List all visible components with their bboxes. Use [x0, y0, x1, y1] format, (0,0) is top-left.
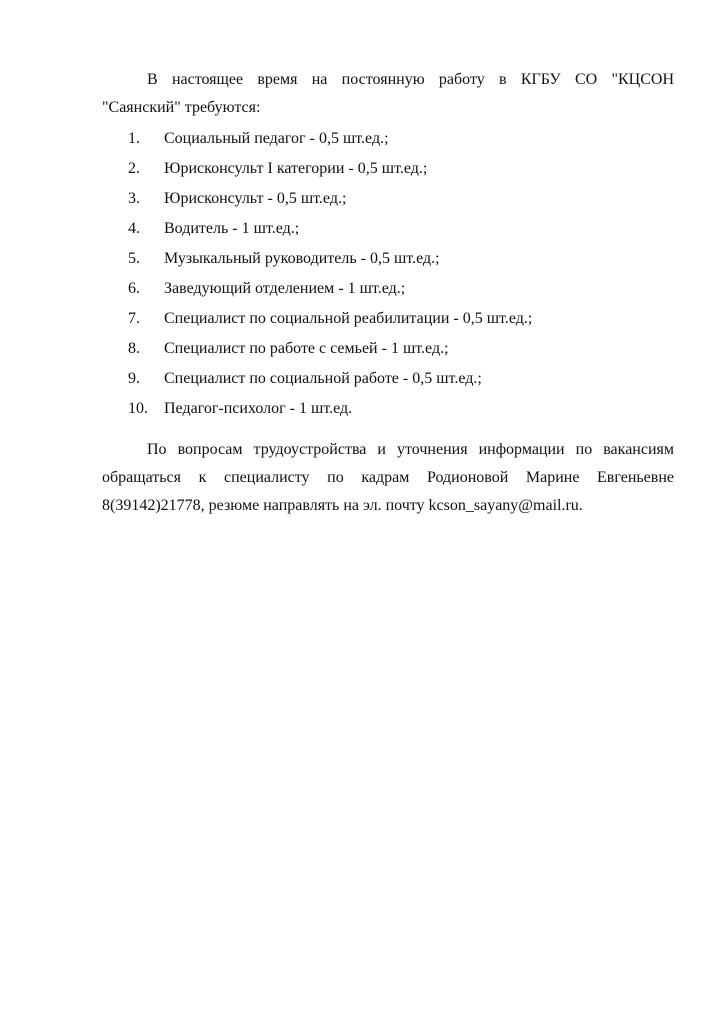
list-item-text: Специалист по работе с семьей - 1 шт.ед.; [164, 340, 449, 357]
list-item [128, 334, 532, 364]
list-item-text: Специалист по социальной реабилитации - 0,5 шт.ед.; [164, 310, 533, 327]
list-item-text: Специалист по социальной работе - 0,5 шт.ед.; [164, 370, 482, 387]
list-item-number: 8. [128, 340, 140, 357]
list-item [128, 274, 532, 304]
list-item-number: 3. [128, 190, 140, 207]
list-item [128, 394, 532, 424]
list-item-text: Юрисконсульт - 0,5 шт.ед.; [164, 190, 347, 207]
list-item-number: 7. [128, 310, 140, 327]
contact-line-2: обращаться к специалисту по кадрам Родионовой Марине Евгеньевне [102, 469, 674, 486]
contact-line-3: 8(39142)21778, резюме направлять на эл. почту kcson_sayany@mail.ru. [102, 497, 583, 514]
list-item-number: 2. [128, 160, 140, 177]
list-item-number: 5. [128, 250, 140, 267]
list-item-number: 6. [128, 280, 140, 297]
list-item-number: 9. [128, 370, 140, 387]
intro-line-1: В настоящее время на постоянную работу в КГБУ СО "КЦСОН [147, 71, 674, 88]
list-item-number: 1. [128, 130, 140, 147]
list-item [128, 304, 532, 334]
intro-line-2: "Саянский" требуются: [102, 99, 261, 116]
list-item-text: Заведующий отделением - 1 шт.ед.; [164, 280, 406, 297]
list-item-text: Юрисконсульт I категории - 0,5 шт.ед.; [164, 160, 428, 177]
list-item-number: 10. [128, 400, 148, 417]
list-item [128, 124, 532, 154]
list-item-text: Музыкальный руководитель - 0,5 шт.ед.; [164, 250, 440, 267]
list-item [128, 244, 532, 274]
list-item-text: Водитель - 1 шт.ед.; [164, 220, 300, 237]
list-item [128, 184, 532, 214]
list-item-text: Социальный педагог - 0,5 шт.ед.; [164, 130, 389, 147]
intro-paragraph [102, 66, 674, 122]
vacancy-list [128, 124, 532, 424]
list-item [128, 154, 532, 184]
contact-line-1: По вопросам трудоустройства и уточнения информации по вакансиям [147, 441, 674, 458]
contact-paragraph [102, 436, 674, 520]
list-item [128, 214, 532, 244]
list-item-text: Педагог-психолог - 1 шт.ед. [164, 400, 353, 417]
list-item-number: 4. [128, 220, 140, 237]
list-item [128, 364, 532, 394]
